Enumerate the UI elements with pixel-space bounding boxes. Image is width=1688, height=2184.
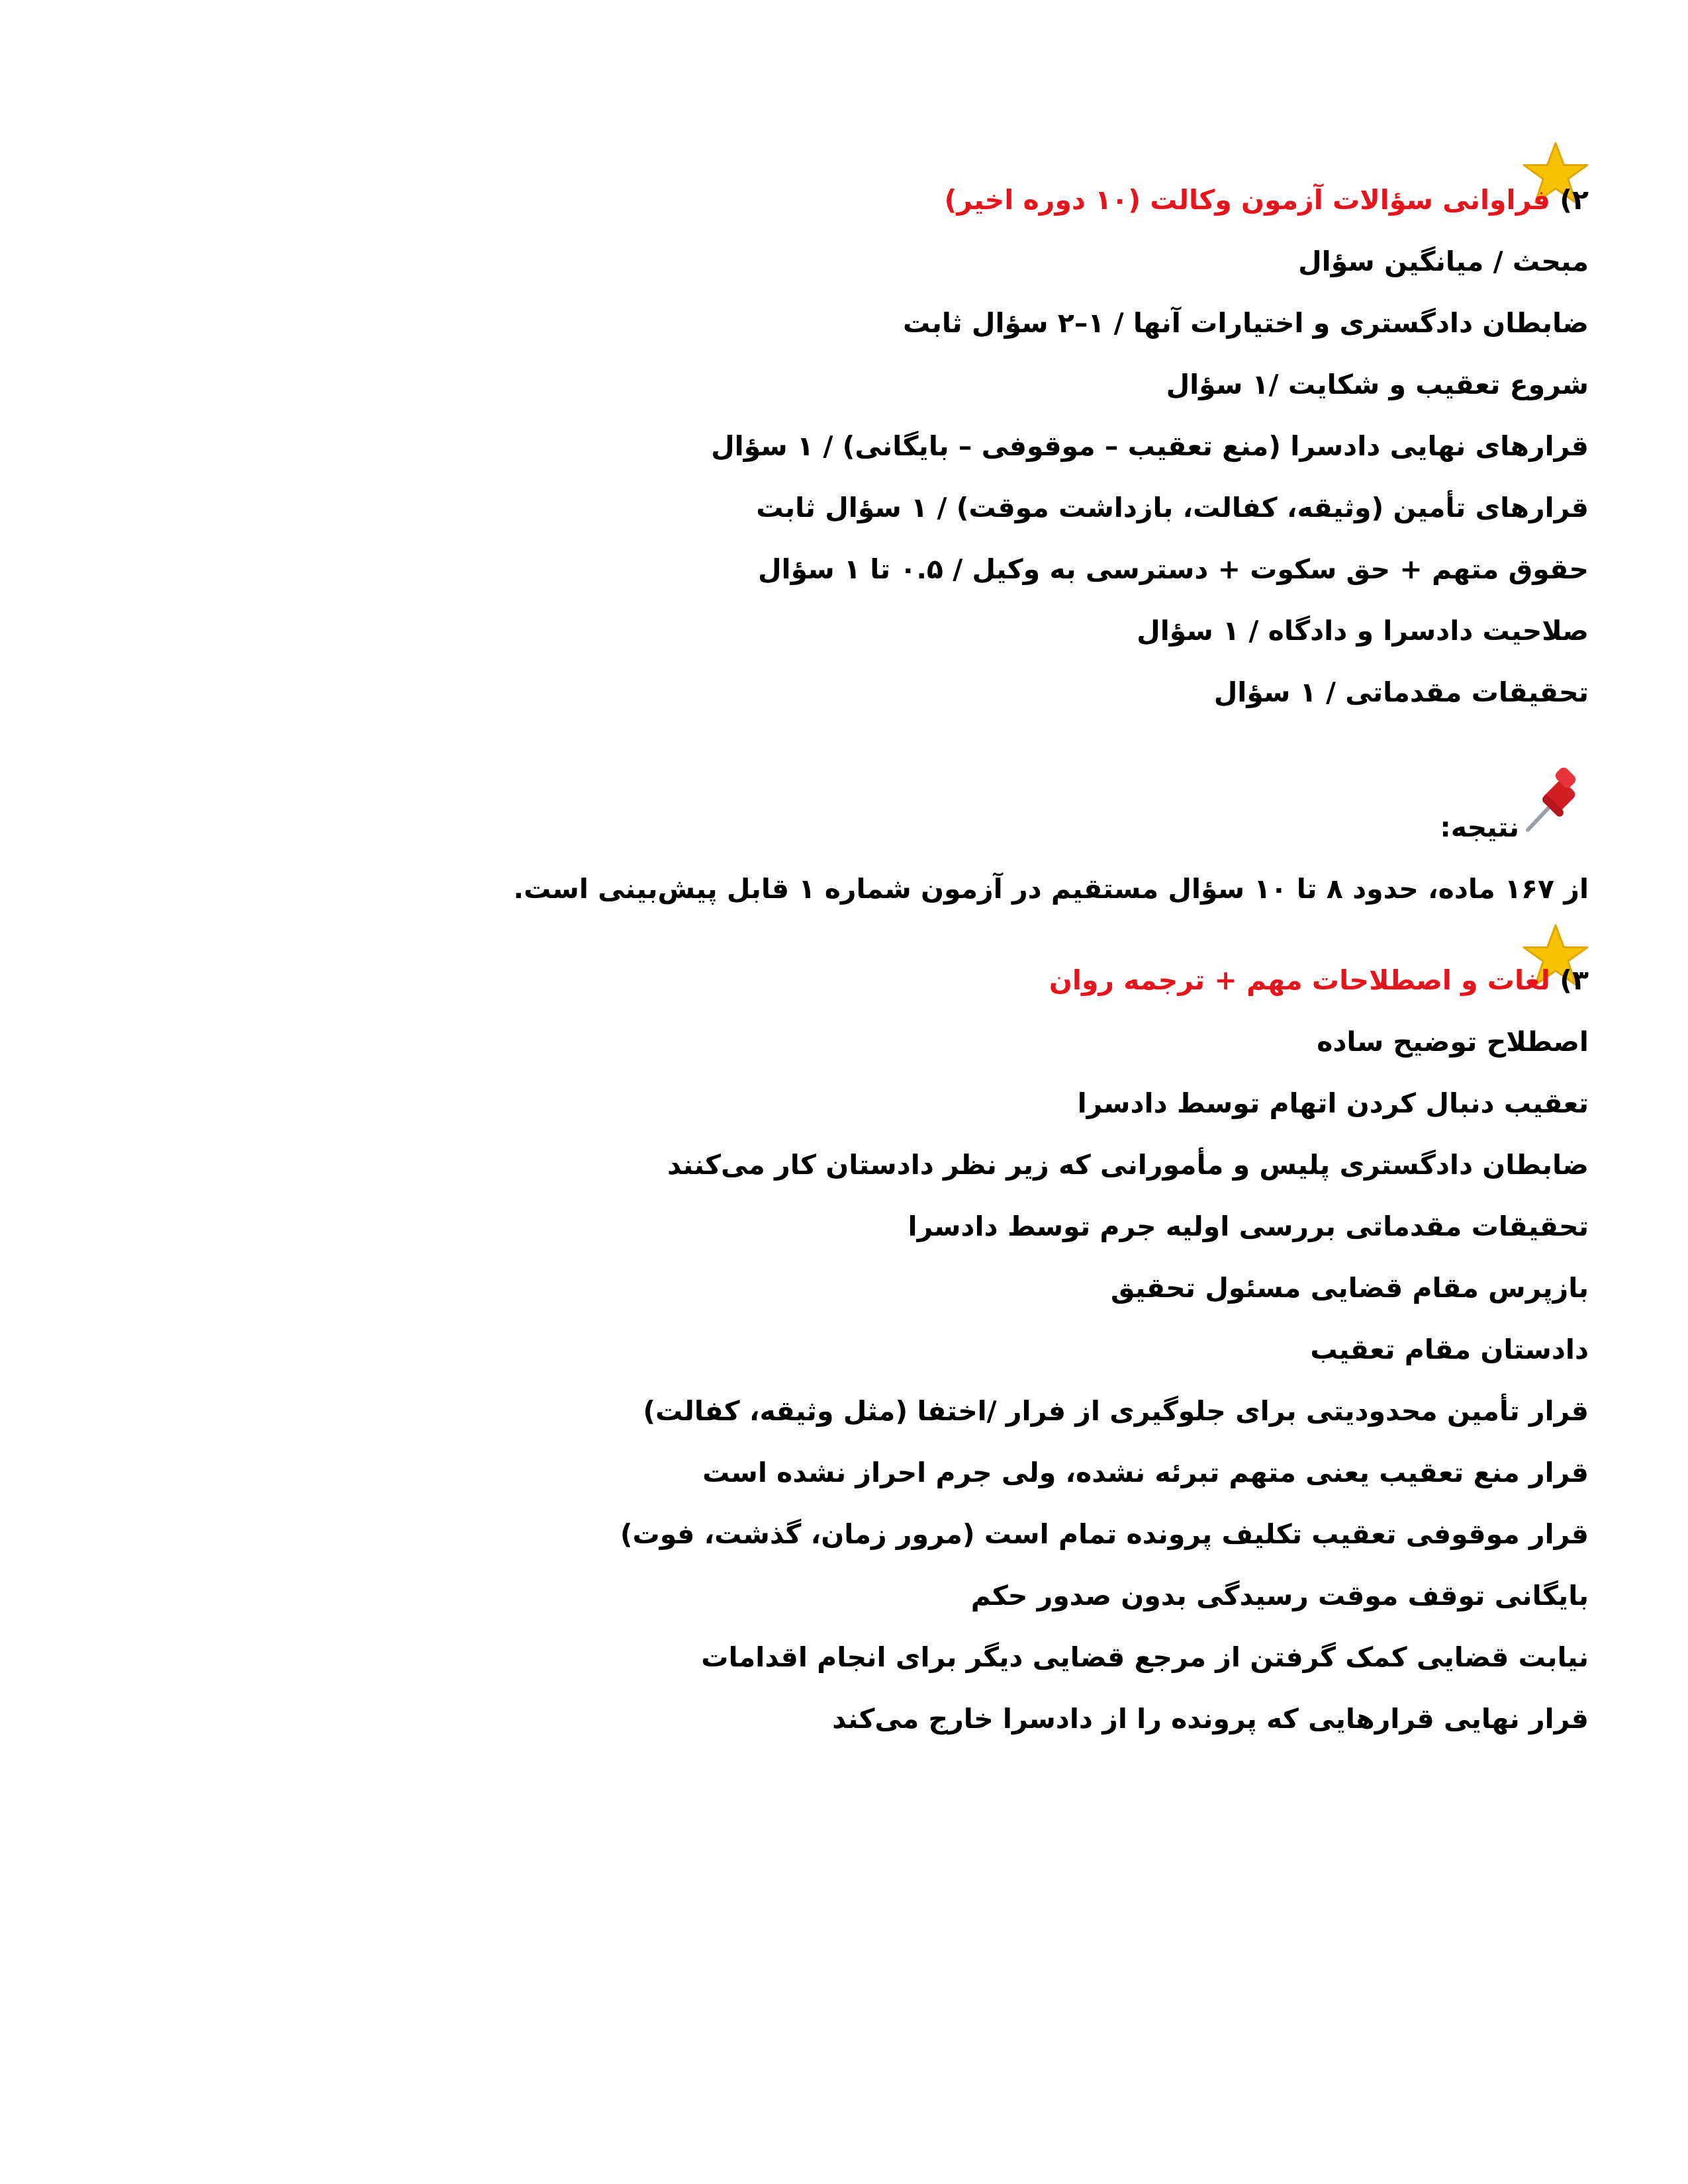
section-3-title: لغات و اصطلاحات مهم + ترجمه روان <box>1049 964 1550 996</box>
section-2-number: ۲) <box>1560 184 1589 216</box>
section-3-row: اصطلاح توضیح ساده <box>1317 1026 1589 1058</box>
section-3-row: قرار منع تعقیب یعنی متهم تبرئه نشده، ولی جرم احراز نشده است <box>702 1457 1589 1488</box>
section-2-row: تحقیقات مقدماتی / ۱ سؤال <box>1213 676 1589 708</box>
section-2-row: ضابطان دادگستری و اختیارات آنها / ۱–۲ سؤال ثابت <box>903 307 1589 339</box>
section-3-row: قرار نهایی قرارهایی که پرونده را از دادسرا خارج می‌کند <box>832 1703 1589 1735</box>
section-3-row: تحقیقات مقدماتی بررسی اولیه جرم توسط دادسرا <box>908 1210 1589 1242</box>
section-3-heading <box>1049 960 1589 1000</box>
section-3-number: ۳) <box>1560 964 1589 996</box>
section-2-row: صلاحیت دادسرا و دادگاه / ۱ سؤال <box>1137 615 1589 647</box>
section-2-row: شروع تعقیب و شکایت /۱ سؤال <box>1166 369 1589 400</box>
section-3-row: قرار موقوفی تعقیب تکلیف پرونده تمام است (مرور زمان، گذشت، فوت) <box>620 1518 1589 1550</box>
section-2-row: قرارهای تأمین (وثیقه، کفالت، بازداشت موقت) / ۱ سؤال ثابت <box>756 492 1589 523</box>
result-text: از ۱۶۷ ماده، حدود ۸ تا ۱۰ سؤال مستقیم در آزمون شماره ۱ قابل پیش‌بینی است. <box>513 873 1589 905</box>
section-2-row: مبحث / میانگین سؤال <box>1298 246 1589 277</box>
section-3-row: نیابت قضایی کمک گرفتن از مرجع قضایی دیگر برای انجام اقدامات <box>701 1641 1589 1673</box>
section-2-row: قرارهای نهایی دادسرا (منع تعقیب – موقوفی – بایگانی) / ۱ سؤال <box>711 430 1589 462</box>
section-3-row: دادستان مقام تعقیب <box>1310 1334 1589 1365</box>
section-2-title: فراوانی سؤالات آزمون وکالت (۱۰ دوره اخیر) <box>944 184 1550 216</box>
section-2-row: حقوق متهم + حق سکوت + دسترسی به وکیل / ۰.۵ تا ۱ سؤال <box>757 553 1589 585</box>
section-2-heading <box>945 180 1589 220</box>
section-3-row: تعقیب دنبال کردن اتهام توسط دادسرا <box>1077 1087 1589 1119</box>
section-3-row: بایگانی توقف موقت رسیدگی بدون صدور حکم <box>970 1580 1589 1612</box>
section-3-row: قرار تأمین محدودیتی برای جلوگیری از فرار /اختفا (مثل وثیقه، کفالت) <box>643 1395 1589 1427</box>
section-3-row: ضابطان دادگستری پلیس و مأمورانی که زیر نظر دادستان کار می‌کنند <box>667 1149 1589 1181</box>
result-label: نتیجه: <box>1440 811 1519 843</box>
pushpin-icon <box>1523 768 1589 834</box>
section-3-row: بازپرس مقام قضایی مسئول تحقیق <box>1110 1272 1589 1304</box>
